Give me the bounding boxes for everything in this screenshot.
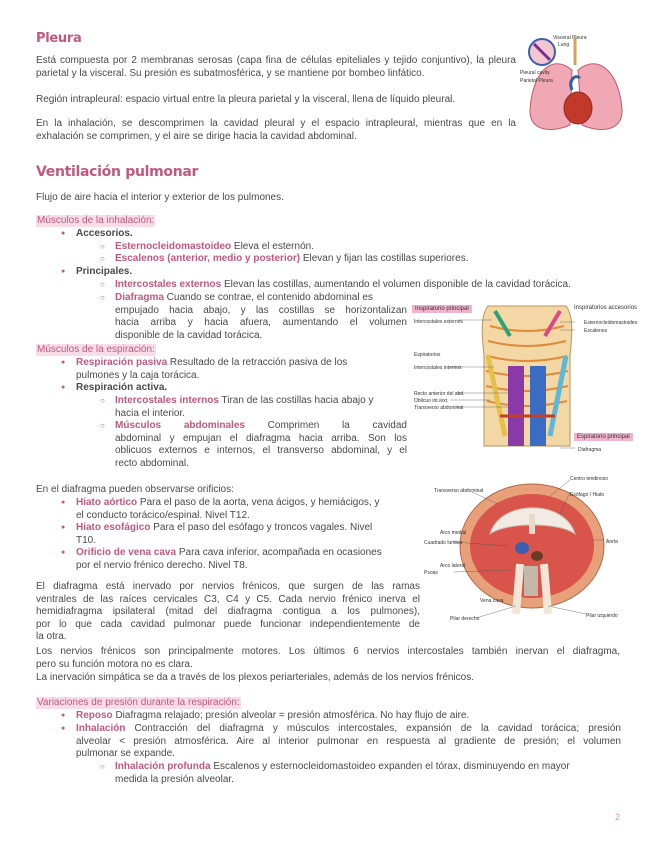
list-item-inhalacion-profunda xyxy=(115,761,621,786)
text-inhalacion: pulmonar se expande. xyxy=(76,748,175,759)
thorax-label: Escalenos xyxy=(584,328,608,334)
page-number: 2 xyxy=(615,812,621,822)
text-intercostales-internos: hacia el interior. xyxy=(115,407,186,419)
thorax-label: Espiratorios xyxy=(414,352,441,358)
tag-espiratorio-principal: Espiratorio principal xyxy=(574,433,633,441)
text-respiracion-pasiva: pulmones y la caja torácica. xyxy=(76,369,200,381)
text-musculos-abdominales: Comprimen la cavidad xyxy=(244,420,407,431)
text-musculos-abdominales: recto abdominal. xyxy=(115,457,189,469)
diaphragm-label: Aorta xyxy=(606,539,618,545)
diaphragm-label: Vena cava xyxy=(480,598,504,604)
term-ecm: Esternocleidomastoideo xyxy=(115,241,232,252)
frenicos-line: Los nervios frénicos son principalmente motores. Los últimos 6 nervios intercostales también inervan el diafragma, xyxy=(36,646,620,657)
text-diafragma: hacia arriba y hacia afuera, aumentando el volumen xyxy=(115,317,407,328)
pleura-fig-label: Pleural cavity xyxy=(520,70,550,76)
term-respiracion-pasiva: Respiración pasiva xyxy=(76,357,168,368)
diaphragm-label: Pilar izquierdo xyxy=(586,613,618,619)
thorax-label: Recto anterior del abd. xyxy=(414,391,465,397)
list-item-hiato-aortico xyxy=(76,497,421,522)
term-musculos-abdominales: Músculos abdominales xyxy=(115,420,245,431)
text-vena-cava: Para cava inferior, acompañada en ocasiones xyxy=(176,547,382,558)
list-item-respiracion-pasiva xyxy=(76,357,406,382)
diafragma-inervacion xyxy=(36,581,420,644)
text-diafragma: Cuando se contrae, el contenido abdominal es xyxy=(163,292,373,303)
list-item-intercostales-externos xyxy=(115,279,635,292)
text-hiato-esofagico: T10. xyxy=(76,534,97,546)
text-reposo: Diafragma relajado; presión alveolar = presión atmosférica. No hay flujo de aire. xyxy=(112,710,470,721)
text-respiracion-pasiva: Resultado de la retracción pasiva de los xyxy=(167,357,348,368)
term-intercostales-internos: Intercostales internos xyxy=(115,395,219,406)
tag-inspiratorios-accesorios: Inspiratorios accesorios xyxy=(574,305,638,311)
list-item-vena-cava xyxy=(76,547,421,572)
diafragma-intro: En el diafragma pueden observarse orificios: xyxy=(36,484,234,495)
list-item-musculos-abdominales xyxy=(115,420,407,470)
list-item-ecm xyxy=(115,241,515,254)
text-inhalacion: Contracción del diafragma y músculos intercostales, expansión de la cavidad torácica; presión xyxy=(125,723,621,734)
text-vena-cava: por el nervio frénico derecho. Nivel T8. xyxy=(76,559,248,571)
section-title-pleura: Pleura xyxy=(36,31,82,46)
pleura-fig-label: Lung xyxy=(558,42,570,48)
term-inhalacion: Inhalación xyxy=(76,723,126,734)
term-intercostales-externos: Intercostales externos xyxy=(115,279,222,290)
text-ecm: Eleva el esternón. xyxy=(231,241,314,252)
term-inhalacion-profunda: Inhalación profunda xyxy=(115,761,211,772)
diaphragm-label: Esófago / Hiato xyxy=(570,492,605,498)
diaphragm-label: Centro tendinoso xyxy=(570,476,609,482)
pleura-paragraph-2: Región intrapleural: espacio virtual entre la pleura parietal y la visceral, llena de líquido pleural. xyxy=(36,94,456,105)
term-hiato-aortico: Hiato aórtico xyxy=(76,497,138,508)
term-diafragma: Diafragma xyxy=(115,292,164,303)
text-inhalacion: alveolar < presión atmosférica. Aire al interior pulmonar en respuesta al gradiente de presión; el volumen xyxy=(76,735,621,747)
diaphragm-label: Arco lateral xyxy=(440,563,466,569)
text-intercostales-externos: Elevan las costillas, aumentando el volumen disponible de la cavidad torácica. xyxy=(221,279,571,290)
term-vena-cava: Orificio de vena cava xyxy=(76,547,177,558)
list-item-reposo xyxy=(76,710,621,723)
list-item-escalenos xyxy=(115,253,545,266)
list-item-accesorios: ● Accesorios. xyxy=(76,228,133,241)
diaphragm-figure xyxy=(420,474,640,624)
subsection-espiracion: Músculos de la espiración: xyxy=(37,344,155,355)
text-inhalacion-profunda: Escalenos y esternocleidomastoideo expanden el tórax, disminuyendo en mayor xyxy=(210,761,570,772)
thorax-label: Transverso abdominal xyxy=(414,405,464,411)
frenicos-paragraph xyxy=(36,646,620,671)
term-hiato-esofagico: Hiato esofágico xyxy=(76,522,151,533)
pleura-paragraph-3: En la inhalación, se descomprimen la cavidad pleural y el espacio intrapleural, mientras que en la exhalación se comprimen, y el aire se dirige hacia la cavidad abdominal. xyxy=(36,118,516,142)
list-item-respiracion-activa: ● Respiración activa. xyxy=(76,382,167,395)
subsection-presion: Variaciones de presión durante la respiración: xyxy=(37,697,240,708)
text-diafragma: disponible de la cavidad torácica. xyxy=(115,329,263,341)
diaphragm-label: Cuadrado lumbar xyxy=(424,540,463,546)
inervacion-line: por lo que cada cavidad pulmonar puede funcionar independientemente de xyxy=(36,618,420,630)
inervacion-line: ventrales de las raíces cervicales C3, C4 y C5. Cada nervio frénico inerva el xyxy=(36,593,420,605)
list-item-hiato-esofagico xyxy=(76,522,421,547)
thorax-label: Intercostales internos xyxy=(414,365,462,371)
thorax-label: Esternocleidomastoideo xyxy=(584,320,638,326)
inervacion-line: la otra. xyxy=(36,631,67,642)
diaphragm-label: Arco medial xyxy=(440,530,467,536)
text-inhalacion-profunda: medida la presión alveolar. xyxy=(115,773,234,785)
text-musculos-abdominales: abdominal y empujan el diafragma hacia arriba. Son los xyxy=(115,432,407,444)
thorax-label: Intercostales externos xyxy=(414,319,463,325)
text-escalenos: Elevan y fijan las costillas superiores. xyxy=(300,253,469,264)
term-escalenos: Escalenos (anterior, medio y posterior) xyxy=(115,253,301,264)
list-item-principales: ● Principales. xyxy=(76,266,132,279)
tag-inspiratorio-principal: Inspiratorio principal xyxy=(412,305,472,313)
pleura-lungs-figure xyxy=(520,30,630,140)
inervacion-line: hemidiafragma ipsilateral (mitad del diafragma contigua a los pulmones), xyxy=(36,606,420,617)
text-intercostales-internos: Tiran de las costillas hacia abajo y xyxy=(218,395,374,406)
section-title-ventilacion: Ventilación pulmonar xyxy=(36,164,199,180)
list-item-intercostales-internos xyxy=(115,395,407,420)
subsection-inhalacion: Músculos de la inhalación: xyxy=(37,215,155,226)
inervacion-line: El diafragma está inervado por nervios frénicos, que surgen de las ramas xyxy=(36,581,420,592)
text-hiato-esofagico: Para el paso del esófago y troncos vagales. Nivel xyxy=(150,522,373,533)
thorax-muscles-figure xyxy=(410,296,645,456)
simpatica-paragraph: La inervación simpática se da a través de los plexos periarteriales, además de los nervios frénicos. xyxy=(36,672,474,683)
pleura-fig-label: Parietal Pleura xyxy=(520,78,553,84)
thorax-label: Oblicuo int./ext. xyxy=(414,398,449,404)
text-hiato-aortico: el conducto torácico/espinal. Nivel T12. xyxy=(76,509,250,521)
frenicos-line: pero su función motora no es clara. xyxy=(36,658,193,670)
diaphragm-label: Transverso abdominal xyxy=(434,488,484,494)
text-musculos-abdominales: oblicuos externos e internos, el transverso abdominal, y el xyxy=(115,445,407,456)
pleura-paragraph-1: Está compuesta por 2 membranas serosas (capa fina de células epiteliales y tejido conjuntivo), la pleura parietal y la visceral. Su presión es subatmosférica, y se mantiene por bombeo linfático. xyxy=(36,55,516,79)
diaphragm-label: Pilar derecho xyxy=(450,616,480,622)
text-hiato-aortico: Para el paso de la aorta, vena ácigos, y hemiácigos, y xyxy=(137,497,380,508)
list-item-inhalacion xyxy=(76,723,621,761)
diaphragm-label: Psoas xyxy=(424,570,438,576)
ventilacion-intro: Flujo de aire hacia el interior y exterior de los pulmones. xyxy=(36,192,284,203)
list-item-diafragma xyxy=(115,292,407,342)
thorax-label: Diafragma xyxy=(578,447,602,453)
term-reposo: Reposo xyxy=(76,710,113,721)
text-diafragma: empujado hacia abajo, y las costillas se horizontalizan xyxy=(115,304,407,316)
pleura-fig-label: Visceral Pleura xyxy=(553,35,587,41)
